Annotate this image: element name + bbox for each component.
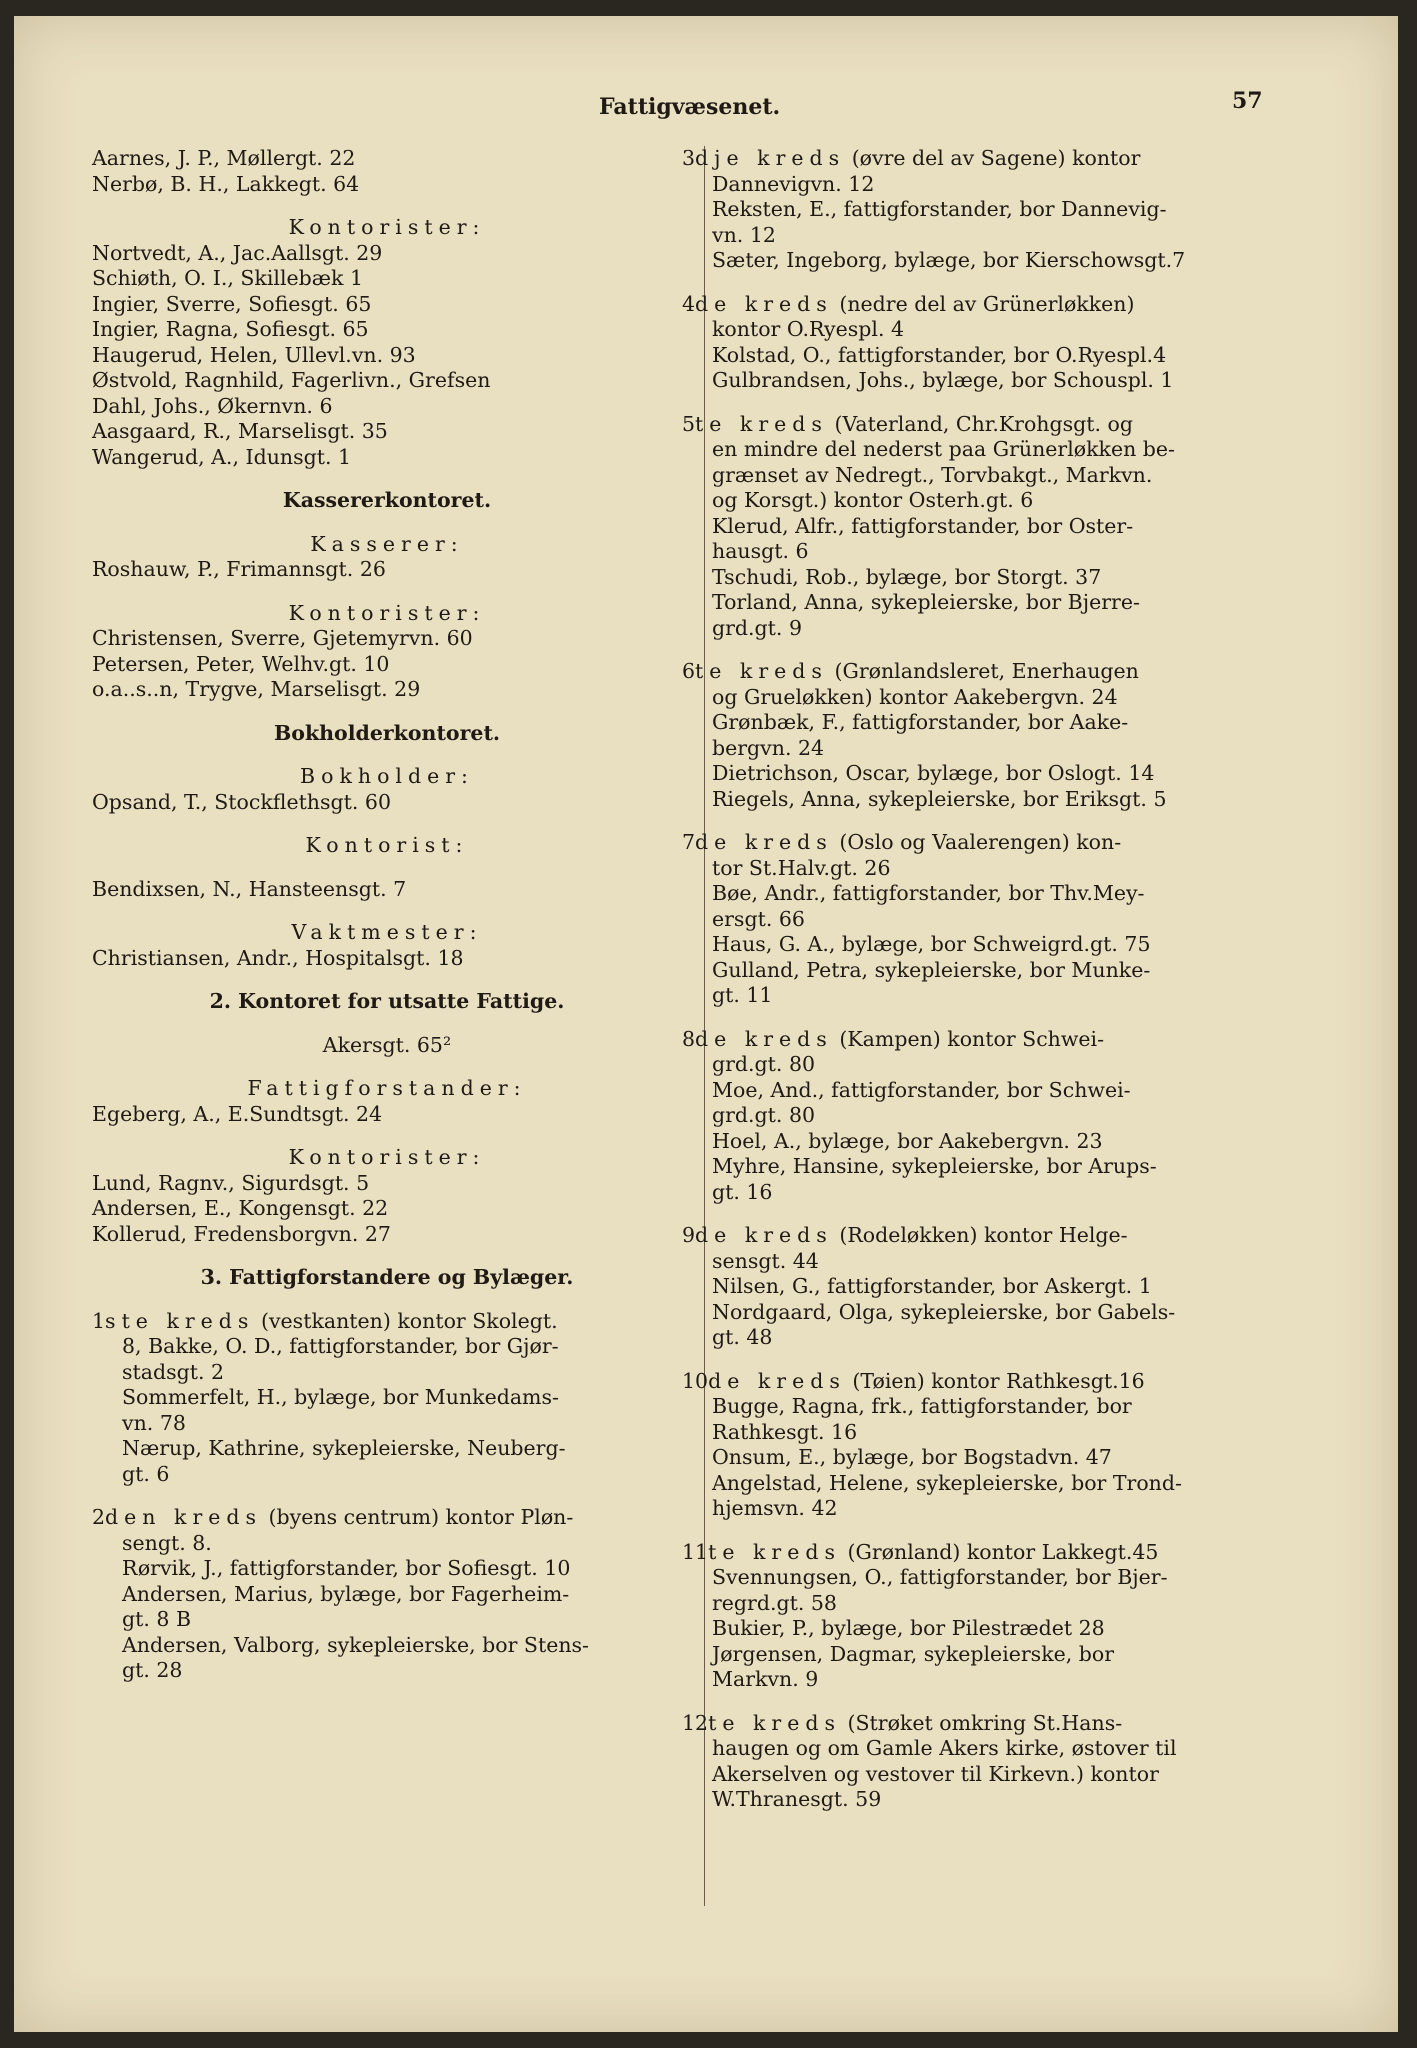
text-line: Onsum, E., bylæge, bor Bogstadvn. 47 bbox=[712, 1445, 1112, 1469]
kreds-entry bbox=[682, 292, 1262, 394]
list-item: Østvold, Ragnhild, Fagerlivn., Grefsen bbox=[92, 368, 491, 392]
list-item: o.a..s..n, Trygve, Marselisgt. 29 bbox=[92, 677, 421, 701]
text-line: vn. 12 bbox=[712, 222, 776, 247]
text-line: gt. 28 bbox=[122, 1658, 183, 1682]
kreds-entry bbox=[682, 146, 1262, 274]
page-number: 57 bbox=[1232, 88, 1263, 114]
kreds-title bbox=[682, 1223, 1262, 1249]
section-address: Akersgt. 65² bbox=[322, 1032, 452, 1057]
kreds-number: 5 bbox=[682, 411, 696, 436]
kreds-desc: (Strøket omkring St.Hans- bbox=[840, 1710, 1123, 1735]
kontorister-heading: Kontorister: bbox=[288, 215, 486, 239]
kreds-desc: (Grønland) kontor Lakkegt.45 bbox=[840, 1539, 1159, 1564]
kreds-word: de kreds bbox=[695, 830, 833, 854]
text-line: Bukier, P., bylæge, bor Pilestrædet 28 bbox=[712, 1616, 1105, 1640]
list-item: Ingier, Sverre, Sofiesgt. 65 bbox=[92, 291, 372, 316]
text-line: Grønbæk, F., fattigforstander, bor Aake- bbox=[712, 710, 1129, 734]
list-item: Dahl, Johs., Økernvn. 6 bbox=[92, 393, 333, 418]
text-line: bergvn. 24 bbox=[712, 735, 825, 760]
text-line: Sommerfelt, H., bylæge, bor Munkedams- bbox=[122, 1385, 559, 1409]
text-line: Moe, And., fattigforstander, bor Schwei- bbox=[712, 1077, 1131, 1102]
text-line: gt. 8 B bbox=[122, 1607, 192, 1631]
kreds-word: den kreds bbox=[105, 1505, 263, 1529]
section-heading-3: 3. Fattigforstandere og Bylæger. bbox=[200, 1265, 574, 1289]
text-line: Bøe, Andr., fattigforstander, bor Thv.Mey- bbox=[712, 881, 1145, 905]
kreds-desc: (vestkanten) kontor Skolegt. bbox=[254, 1308, 558, 1333]
kreds-entry bbox=[682, 830, 1262, 1009]
page-title: Fattigvæsenet. bbox=[599, 94, 781, 120]
kreds-desc: (Rodeløkken) kontor Helge- bbox=[832, 1223, 1128, 1247]
vaktmester-heading: Vaktmester: bbox=[291, 920, 483, 944]
kreds-entry bbox=[682, 1027, 1262, 1206]
text-line: Myhre, Hansine, sykepleierske, bor Arups- bbox=[712, 1154, 1157, 1178]
kreds-word: de kreds bbox=[695, 1026, 833, 1051]
kreds-entry bbox=[92, 1309, 682, 1488]
kreds-word: de kreds bbox=[695, 291, 833, 316]
list-item: Opsand, T., Stockflethsgt. 60 bbox=[92, 789, 392, 814]
section-heading-2: 2. Kontoret for utsatte Fattige. bbox=[209, 989, 565, 1013]
kreds-title bbox=[682, 1711, 1262, 1737]
left-column bbox=[92, 146, 682, 1684]
kreds-number: 6 bbox=[682, 659, 696, 683]
kreds-entry bbox=[682, 1369, 1262, 1522]
kreds-number: 3 bbox=[682, 146, 696, 170]
text-line: Torland, Anna, sykepleierske, bor Bjerre- bbox=[712, 590, 1140, 614]
list-item: Christensen, Sverre, Gjetemyrvn. 60 bbox=[92, 626, 473, 650]
text-line: hausgt. 6 bbox=[712, 539, 809, 563]
text-line: sensgt. 44 bbox=[712, 1248, 819, 1273]
text-line: Reksten, E., fattigforstander, bor Dannevig- bbox=[712, 197, 1167, 221]
kreds-desc: (Tøien) kontor Rathkesgt.16 bbox=[845, 1368, 1145, 1393]
kreds-word: de kreds bbox=[708, 1368, 846, 1393]
kreds-title bbox=[682, 146, 1262, 172]
list-item: Lund, Ragnv., Sigurdsgt. 5 bbox=[92, 1170, 370, 1195]
text-line: og Korsgt.) kontor Osterh.gt. 6 bbox=[712, 488, 1034, 512]
kreds-entry bbox=[682, 1540, 1262, 1693]
kasserer-heading: Kasserer: bbox=[310, 531, 464, 556]
kreds-desc: (Vaterland, Chr.Krohgsgt. og bbox=[827, 411, 1134, 436]
text-line: Dietrichson, Oscar, bylæge, bor Oslogt. 14 bbox=[712, 761, 1155, 785]
list-item: Roshauw, P., Frimannsgt. 26 bbox=[92, 557, 386, 581]
kreds-desc: (Grønlandsleret, Enerhaugen bbox=[827, 659, 1139, 683]
text-line: gt. 48 bbox=[712, 1325, 773, 1349]
kreds-desc: (byens centrum) kontor Pløn- bbox=[262, 1505, 574, 1529]
kreds-number: 2 bbox=[92, 1505, 106, 1529]
kreds-word: dje kreds bbox=[695, 146, 846, 170]
bokholder-heading: Bokholder: bbox=[300, 764, 474, 788]
list-item: Schiøth, O. I., Skillebæk 1 bbox=[92, 266, 364, 290]
kreds-number: 12 bbox=[682, 1710, 709, 1735]
kreds-word: ste kreds bbox=[105, 1308, 255, 1333]
list-item: Nortvedt, A., Jac.Aallsgt. 29 bbox=[92, 240, 383, 265]
text-line: Andersen, Marius, bylæge, bor Fagerheim- bbox=[122, 1581, 570, 1606]
text-line: Kolstad, O., fattigforstander, bor O.Ryespl.4 bbox=[712, 342, 1167, 367]
text-line: gt. 11 bbox=[712, 983, 773, 1007]
text-line: hjemsvn. 42 bbox=[712, 1496, 838, 1520]
kreds-number: 7 bbox=[682, 830, 696, 854]
text-line: Dannevigvn. 12 bbox=[712, 171, 875, 196]
kontorister-heading: Kontorister: bbox=[288, 600, 486, 625]
text-line: Markvn. 9 bbox=[712, 1667, 819, 1691]
kreds-word: te kreds bbox=[695, 659, 828, 683]
text-line: stadsgt. 2 bbox=[122, 1359, 225, 1384]
kreds-number: 1 bbox=[92, 1308, 106, 1333]
list-item: Ingier, Ragna, Sofiesgt. 65 bbox=[92, 317, 369, 341]
text-line: Klerud, Alfr., fattigforstander, bor Oster- bbox=[712, 513, 1134, 538]
kreds-entry bbox=[682, 1711, 1262, 1813]
list-item: Christiansen, Andr., Hospitalsgt. 18 bbox=[92, 945, 464, 970]
kreds-title bbox=[682, 659, 1262, 685]
text-line: kontor O.Ryespl. 4 bbox=[712, 317, 905, 341]
kreds-entry bbox=[682, 1223, 1262, 1351]
text-line: W.Thranesgt. 59 bbox=[712, 1787, 882, 1811]
right-column bbox=[682, 146, 1262, 1813]
kreds-number: 10 bbox=[682, 1368, 709, 1393]
text-line: Hoel, A., bylæge, bor Aakebergvn. 23 bbox=[712, 1128, 1103, 1153]
kreds-title bbox=[92, 1505, 682, 1531]
text-line: en mindre del nederst paa Grünerløkken be- bbox=[712, 437, 1175, 461]
kreds-word: te kreds bbox=[695, 411, 828, 436]
kreds-entry bbox=[682, 412, 1262, 642]
kreds-entry bbox=[682, 659, 1262, 812]
text-line: Riegels, Anna, sykepleierske, bor Eriksgt. 5 bbox=[712, 786, 1167, 811]
text-line: Andersen, Valborg, sykepleierske, bor Stens- bbox=[122, 1632, 589, 1657]
text-line: Svennungsen, O., fattigforstander, bor Bjer- bbox=[712, 1565, 1168, 1589]
text-line: ersgt. 66 bbox=[712, 906, 805, 931]
kreds-desc: (øvre del av Sagene) kontor bbox=[845, 146, 1141, 170]
kreds-title bbox=[682, 1027, 1262, 1053]
list-item: Haugerud, Helen, Ullevl.vn. 93 bbox=[92, 342, 416, 367]
text-line: Gulbrandsen, Johs., bylæge, bor Schouspl. 1 bbox=[712, 368, 1174, 392]
text-line: sengt. 8. bbox=[122, 1530, 212, 1555]
kreds-title bbox=[682, 830, 1262, 856]
kreds-desc: (Oslo og Vaalerengen) kon- bbox=[832, 830, 1122, 854]
text-line: Tschudi, Rob., bylæge, bor Storgt. 37 bbox=[712, 564, 1102, 589]
text-line: Jørgensen, Dagmar, sykepleierske, bor bbox=[712, 1641, 1115, 1666]
kreds-desc: (nedre del av Grünerløkken) bbox=[832, 291, 1135, 316]
kreds-title bbox=[682, 1540, 1262, 1566]
text-line: gt. 6 bbox=[122, 1461, 170, 1486]
list-item: Andersen, E., Kongensgt. 22 bbox=[92, 1196, 389, 1220]
text-line: Nordgaard, Olga, sykepleierske, bor Gabels- bbox=[712, 1299, 1176, 1324]
fattigforstander-heading: Fattigforstander: bbox=[247, 1076, 527, 1100]
list-item: Aasgaard, R., Marselisgt. 35 bbox=[92, 419, 388, 443]
text-line: gt. 16 bbox=[712, 1179, 773, 1204]
text-line: Haus, G. A., bylæge, bor Schweigrd.gt. 75 bbox=[712, 932, 1151, 956]
text-line: Nerbø, B. H., Lakkegt. 64 bbox=[92, 171, 360, 196]
text-line: og Grueløkken) kontor Aakebergvn. 24 bbox=[712, 684, 1118, 709]
kreds-word: de kreds bbox=[695, 1223, 833, 1247]
list-item: Bendixsen, N., Hansteensgt. 7 bbox=[92, 876, 407, 901]
section-heading-kasserer: Kassererkontoret. bbox=[282, 488, 492, 512]
kreds-title bbox=[682, 1369, 1262, 1395]
text-line: Nærup, Kathrine, sykepleierske, Neuberg- bbox=[122, 1436, 566, 1460]
kreds-title bbox=[682, 292, 1262, 318]
text-line: Rathkesgt. 16 bbox=[712, 1419, 858, 1444]
text-line: Sæter, Ingeborg, bylæge, bor Kierschowsgt.7 bbox=[712, 248, 1186, 272]
kreds-desc: (Kampen) kontor Schwei- bbox=[832, 1026, 1105, 1051]
text-line: grd.gt. 80 bbox=[712, 1103, 816, 1127]
kreds-word: te kreds bbox=[708, 1539, 841, 1564]
text-line: grd.gt. 9 bbox=[712, 615, 802, 640]
text-line: 8, Bakke, O. D., fattigforstander, bor Gjør- bbox=[122, 1334, 559, 1358]
text-line: Bugge, Ragna, frk., fattigforstander, bor bbox=[712, 1394, 1132, 1418]
text-line: haugen og om Gamle Akers kirke, østover til bbox=[712, 1736, 1177, 1760]
text-line: Aarnes, J. P., Møllergt. 22 bbox=[92, 146, 356, 170]
text-line: grd.gt. 80 bbox=[712, 1052, 816, 1076]
kreds-title bbox=[682, 412, 1262, 438]
kreds-number: 11 bbox=[682, 1539, 709, 1564]
kreds-entry bbox=[92, 1505, 682, 1684]
text-line: Nilsen, G., fattigforstander, bor Askergt. 1 bbox=[712, 1274, 1152, 1298]
kreds-number: 9 bbox=[682, 1223, 696, 1247]
list-item: Egeberg, A., E.Sundtsgt. 24 bbox=[92, 1101, 383, 1126]
text-line: Gulland, Petra, sykepleierske, bor Munke- bbox=[712, 957, 1151, 982]
section-heading-bokholder: Bokholderkontoret. bbox=[273, 720, 501, 745]
text-line: grænset av Nedregt., Torvbakgt., Markvn. bbox=[712, 462, 1153, 487]
kontorist-heading: Kontorist: bbox=[305, 833, 469, 857]
list-item: Petersen, Peter, Welhv.gt. 10 bbox=[92, 651, 390, 676]
kreds-number: 8 bbox=[682, 1026, 696, 1051]
kreds-title bbox=[92, 1309, 682, 1335]
text-line: Rørvik, J., fattigforstander, bor Sofiesgt. 10 bbox=[122, 1556, 571, 1580]
text-line: vn. 78 bbox=[122, 1410, 186, 1435]
list-item: Wangerud, A., Idunsgt. 1 bbox=[92, 444, 352, 469]
kreds-number: 4 bbox=[682, 291, 696, 316]
text-line: Akerselven og vestover til Kirkevn.) kontor bbox=[712, 1761, 1159, 1786]
text-line: tor St.Halv.gt. 26 bbox=[712, 855, 891, 880]
document-page bbox=[14, 16, 1398, 2032]
list-item: Kollerud, Fredensborgvn. 27 bbox=[92, 1221, 391, 1246]
kontorister-heading: Kontorister: bbox=[288, 1145, 486, 1169]
kreds-word: te kreds bbox=[708, 1710, 841, 1735]
text-line: Angelstad, Helene, sykepleierske, bor Trond- bbox=[712, 1470, 1182, 1495]
text-line: regrd.gt. 58 bbox=[712, 1590, 837, 1615]
